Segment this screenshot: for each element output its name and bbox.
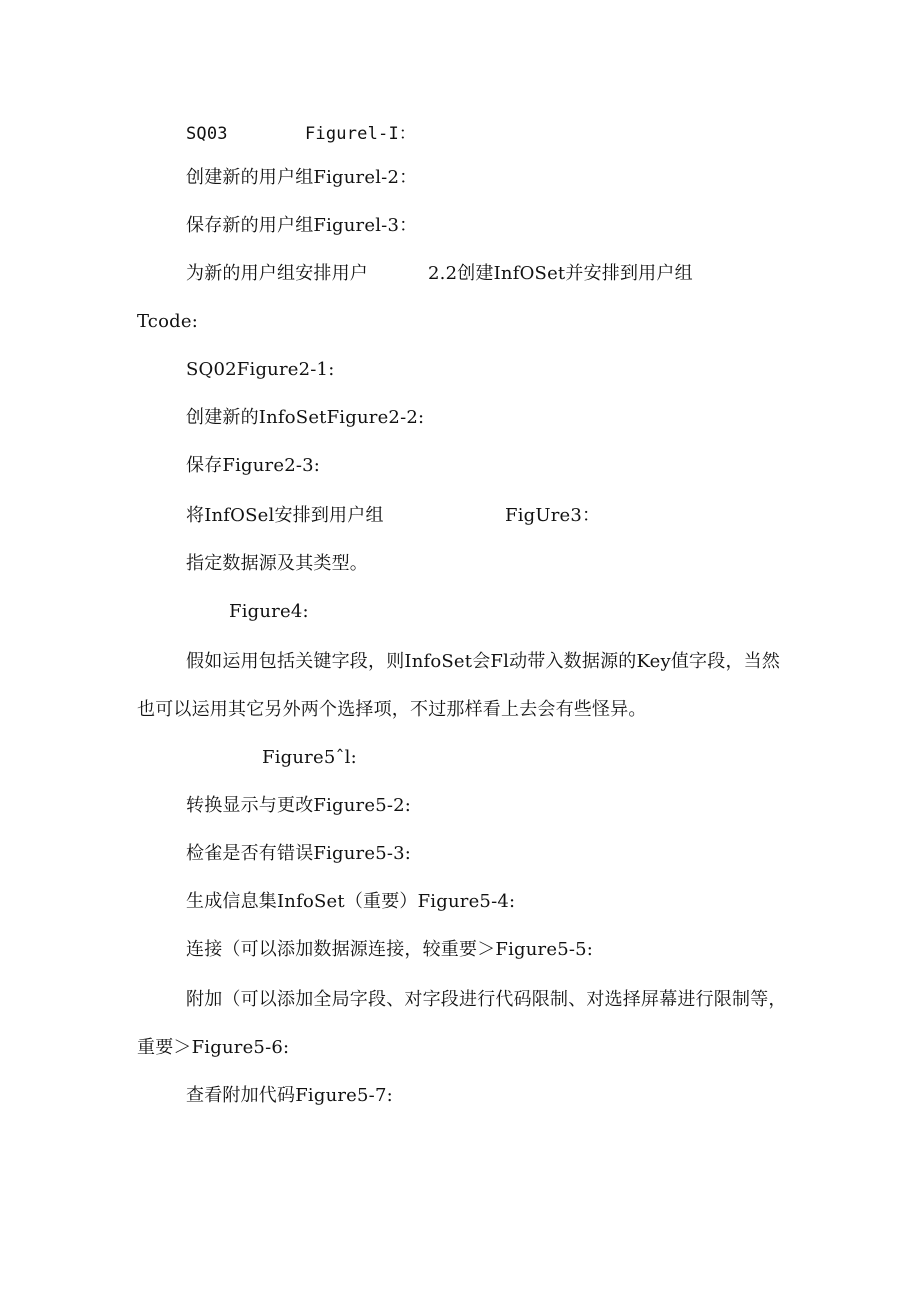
text-line: 2.2创建InfOSet并安排到用户组 bbox=[428, 263, 693, 284]
text-line: 保存新的用户组Figurel-3： bbox=[186, 215, 418, 236]
text-line: 指定数据源及其类型。 bbox=[186, 553, 368, 574]
text-line: 创建新的用户组Figurel-2： bbox=[186, 167, 418, 188]
text-line: 连接（可以添加数据源连接，较重要＞Figure5-5: bbox=[186, 939, 594, 960]
text-line: Figure4: bbox=[229, 601, 309, 622]
text-line: SQ02Figure2-1: bbox=[186, 359, 335, 380]
text-line: 检雀是否有错误Figure5-3: bbox=[186, 843, 412, 864]
text-line: Figure5ˆl: bbox=[262, 747, 357, 768]
text-line: Tcode: bbox=[137, 311, 198, 332]
text-line: SQ03 bbox=[186, 124, 228, 144]
text-line: 假如运用包括关键字段，则InfoSet会Fl动带入数据源的Key值字段，当然 bbox=[186, 651, 781, 672]
text-line: 查看附加代码Figure5-7: bbox=[186, 1085, 393, 1106]
text-line: Figurel-I： bbox=[305, 124, 417, 144]
text-line: 重要＞Figure5-6: bbox=[137, 1037, 290, 1058]
text-line: 附加（可以添加全局字段、对字段进行代码限制、对选择屏幕进行限制等， bbox=[186, 989, 787, 1010]
text-line: 也可以运用其它另外两个选择项，不过那样看上去会有些怪异。 bbox=[137, 699, 647, 720]
text-line: 转换显示与更改Figure5-2: bbox=[186, 795, 412, 816]
text-line: 为新的用户组安排用户 bbox=[186, 263, 368, 284]
text-line: 生成信息集InfoSet（重要）Figure5-4: bbox=[186, 891, 516, 912]
text-line: 创建新的InfoSetFigure2-2: bbox=[186, 407, 425, 428]
text-line: 将InfOSel安排到用户组 bbox=[186, 505, 384, 526]
text-line: FigUre3： bbox=[505, 505, 601, 526]
text-line: 保存Figure2-3: bbox=[186, 455, 321, 476]
